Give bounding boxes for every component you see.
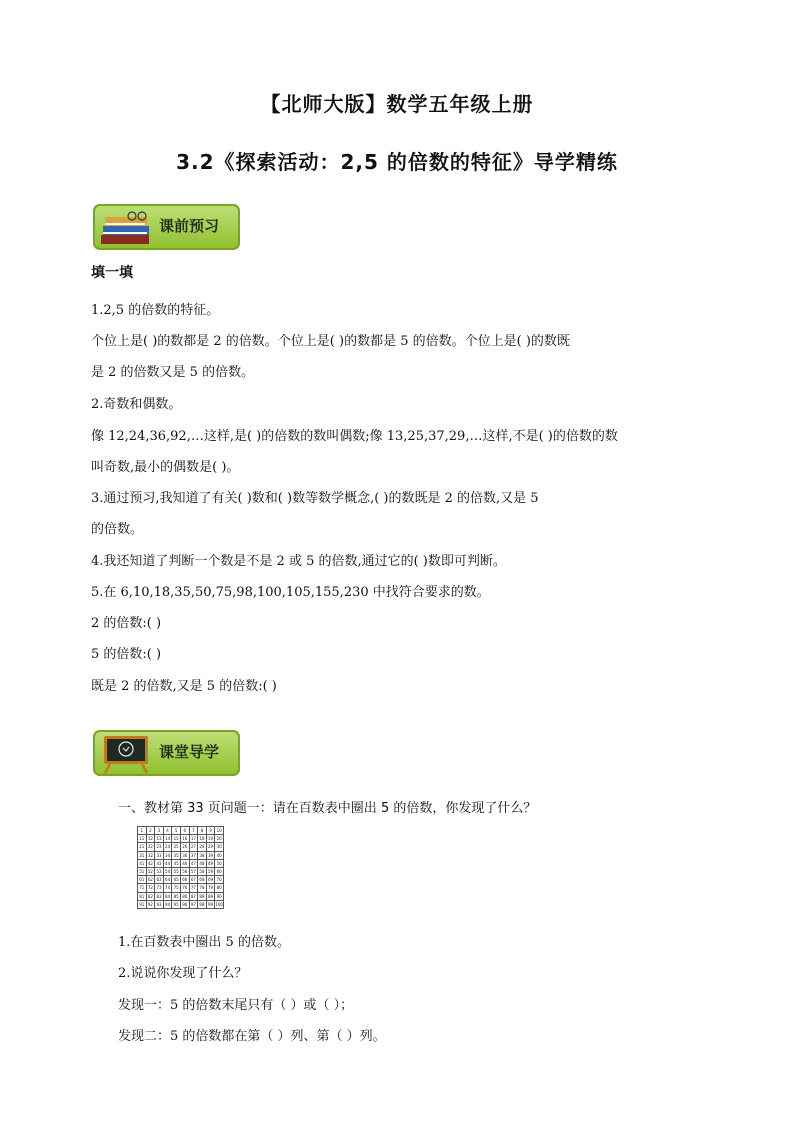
hundred-chart-cell: 38	[199, 852, 205, 858]
hundred-chart-cell: 21	[139, 844, 145, 850]
hundred-chart-cell: 41	[139, 860, 145, 866]
task-line: 发现一：5 的倍数末尾只有（ ）或（ ）；	[118, 998, 354, 1013]
exercise-line: 2 的倍数:( )	[91, 616, 162, 631]
hundred-chart-cell: 74	[165, 885, 171, 891]
hundred-chart-row	[138, 900, 224, 908]
hundred-chart-cell: 42	[147, 860, 153, 866]
hundred-chart-cell: 79	[208, 885, 214, 891]
hundred-chart-row	[138, 884, 224, 892]
hundred-chart-cell: 20	[216, 836, 222, 842]
hundred-chart-cell: 4	[163, 827, 172, 835]
question-line: 一、教材第 33 页问题一：请在百数表中圈出 5 的倍数，你发现了什么？	[118, 801, 537, 816]
hundred-chart-cell: 73	[156, 885, 162, 891]
hundred-chart-cell: 82	[147, 893, 153, 899]
hundred-chart-cell: 76	[182, 885, 188, 891]
hundred-chart-cell: 61	[139, 877, 145, 883]
hundred-chart-row	[138, 843, 224, 851]
hundred-chart-cell: 55	[173, 869, 179, 875]
hundred-chart-cell: 56	[182, 869, 188, 875]
hundred-chart-cell: 17	[190, 836, 196, 842]
hundred-chart-cell: 84	[165, 893, 171, 899]
hundred-chart-cell: 60	[216, 869, 222, 875]
task-line: 2.说说你发现了什么？	[118, 966, 248, 981]
hundred-chart-cell: 23	[156, 844, 162, 850]
hundred-chart-cell: 37	[190, 852, 196, 858]
hundred-chart-cell: 88	[199, 893, 205, 899]
hundred-chart-cell: 36	[182, 852, 188, 858]
hundred-chart-cell: 50	[216, 860, 222, 866]
hundred-chart-row	[138, 827, 224, 835]
hundred-chart-cell: 34	[165, 852, 171, 858]
hundred-chart-cell: 15	[173, 836, 179, 842]
hundred-chart-cell: 27	[190, 844, 196, 850]
hundred-chart-cell: 77	[190, 885, 196, 891]
exercise-line: 是 2 的倍数又是 5 的倍数。	[91, 365, 255, 380]
hundred-chart-cell: 59	[208, 869, 214, 875]
hundred-chart-row	[138, 867, 224, 875]
hundred-chart-cell: 44	[165, 860, 171, 866]
hundred-chart-cell: 14	[165, 836, 171, 842]
hundred-chart-cell: 81	[139, 893, 145, 899]
hundred-chart-row	[138, 851, 224, 859]
hundred-chart-cell: 52	[147, 869, 153, 875]
hundred-chart-cell: 24	[165, 844, 171, 850]
exercise-line: 5 的倍数:( )	[91, 647, 162, 662]
hundred-chart-cell: 46	[182, 860, 188, 866]
hundred-chart-cell: 16	[182, 836, 188, 842]
hundred-chart-cell: 26	[182, 844, 188, 850]
hundred-chart-cell: 51	[139, 869, 145, 875]
hundred-chart-cell: 96	[182, 901, 188, 907]
exercise-line: 2.奇数和偶数。	[91, 397, 182, 412]
page-subtitle: 3.2《探索活动：2,5 的倍数的特征》导学精练	[176, 150, 618, 174]
hundred-chart-cell: 8	[198, 827, 207, 835]
hundred-chart-cell: 63	[156, 877, 162, 883]
exercise-line: 像 12,24,36,92,…这样,是( )的倍数的数叫偶数;像 13,25,37,29,…这样,不是( )的倍数的数	[91, 429, 618, 444]
banner-preview	[93, 204, 240, 250]
hundred-chart-cell: 19	[208, 836, 214, 842]
hundred-chart-cell: 71	[139, 885, 145, 891]
hundred-chart-cell: 80	[216, 885, 222, 891]
hundred-chart-cell: 5	[172, 827, 181, 835]
hundred-chart-cell: 39	[208, 852, 214, 858]
hundred-chart-cell: 94	[165, 901, 171, 907]
hundred-chart-cell: 95	[173, 901, 179, 907]
hundred-chart-cell: 68	[199, 877, 205, 883]
hundred-chart-cell: 1	[138, 827, 147, 835]
hundred-chart-cell: 10	[216, 828, 222, 834]
banner-class-guide	[93, 730, 240, 776]
hundred-chart-cell: 35	[173, 852, 179, 858]
hundred-chart-cell: 69	[208, 877, 214, 883]
hundred-chart-cell: 7	[189, 827, 198, 835]
banner-class-guide-label: 课堂导学	[159, 743, 220, 761]
hundred-chart-cell: 92	[147, 901, 153, 907]
hundred-chart-cell: 31	[139, 852, 145, 858]
task-line: 1.在百数表中圈出 5 的倍数。	[118, 935, 290, 950]
hundred-chart-cell: 25	[173, 844, 179, 850]
hundred-chart-cell: 40	[216, 852, 222, 858]
hundred-chart-cell: 100	[215, 901, 223, 907]
exercise-line: 3.通过预习,我知道了有关( )数和( )数等数学概念,( )的数既是 2 的倍数,又是 5	[91, 491, 539, 506]
exercise-line: 1.2,5 的倍数的特征。	[91, 303, 220, 318]
hundred-chart-cell: 87	[190, 893, 196, 899]
hundred-chart-cell: 33	[156, 852, 162, 858]
hundred-chart-cell: 2	[146, 827, 155, 835]
hundred-chart-cell: 93	[156, 901, 162, 907]
hundred-chart-cell: 67	[190, 877, 196, 883]
hundred-chart-cell: 89	[208, 893, 214, 899]
hundred-chart-cell: 47	[190, 860, 196, 866]
hundred-chart-cell: 29	[208, 844, 214, 850]
exercise-line: 的倍数。	[91, 522, 144, 537]
hundred-chart-row	[138, 892, 224, 900]
hundred-chart-cell: 9	[206, 827, 215, 835]
hundred-chart-cell: 66	[182, 877, 188, 883]
hundred-chart-cell: 98	[199, 901, 205, 907]
hundred-chart-cell: 54	[165, 869, 171, 875]
hundred-chart-cell: 58	[199, 869, 205, 875]
hundred-chart-cell: 86	[182, 893, 188, 899]
hundred-chart-cell: 49	[208, 860, 214, 866]
fill-in-heading: 填一填	[91, 265, 133, 281]
hundred-chart-cell: 90	[216, 893, 222, 899]
hundred-chart-cell: 53	[156, 869, 162, 875]
hundred-chart-cell: 72	[147, 885, 153, 891]
hundred-chart-cell: 43	[156, 860, 162, 866]
hundred-chart-cell: 91	[139, 901, 145, 907]
hundred-chart	[137, 826, 224, 909]
hundred-chart-cell: 18	[199, 836, 205, 842]
hundred-chart-row	[138, 835, 224, 843]
hundred-chart-cell: 64	[165, 877, 171, 883]
hundred-chart-cell: 22	[147, 844, 153, 850]
hundred-chart-cell: 99	[208, 901, 214, 907]
hundred-chart-cell: 57	[190, 869, 196, 875]
page-title: 【北师大版】数学五年级上册	[260, 92, 534, 116]
hundred-chart-cell: 62	[147, 877, 153, 883]
hundred-chart-cell: 75	[173, 885, 179, 891]
hundred-chart-cell: 11	[139, 836, 145, 842]
hundred-chart-cell: 83	[156, 893, 162, 899]
books-icon	[97, 208, 155, 248]
exercise-line: 叫奇数,最小的偶数是( )。	[91, 460, 240, 475]
hundred-chart-row	[138, 876, 224, 884]
hundred-chart-cell: 48	[199, 860, 205, 866]
task-line: 发现二：5 的倍数都在第（ ）列、第（ ）列。	[118, 1029, 386, 1044]
hundred-chart-cell: 3	[155, 827, 164, 835]
exercise-line: 个位上是( )的数都是 2 的倍数。个位上是( )的数都是 5 的倍数。个位上是( )的数既	[91, 334, 570, 349]
hundred-chart-cell: 97	[190, 901, 196, 907]
hundred-chart-cell: 6	[180, 827, 189, 835]
exercise-line: 既是 2 的倍数,又是 5 的倍数:( )	[91, 679, 277, 694]
hundred-chart-cell: 45	[173, 860, 179, 866]
hundred-chart-cell: 32	[147, 852, 153, 858]
hundred-chart-cell: 28	[199, 844, 205, 850]
hundred-chart-cell: 13	[156, 836, 162, 842]
exercise-line: 5.在 6,10,18,35,50,75,98,100,105,155,230 中找符合要求的数。	[91, 585, 490, 600]
hundred-chart-cell: 65	[173, 877, 179, 883]
hundred-chart-cell: 12	[147, 836, 153, 842]
blackboard-icon	[99, 734, 153, 774]
banner-preview-label: 课前预习	[159, 217, 220, 235]
hundred-chart-cell: 30	[216, 844, 222, 850]
exercise-line: 4.我还知道了判断一个数是不是 2 或 5 的倍数,通过它的( )数即可判断。	[91, 554, 506, 569]
hundred-chart-cell: 78	[199, 885, 205, 891]
hundred-chart-cell: 85	[173, 893, 179, 899]
hundred-chart-row	[138, 859, 224, 867]
hundred-chart-cell: 70	[216, 877, 222, 883]
